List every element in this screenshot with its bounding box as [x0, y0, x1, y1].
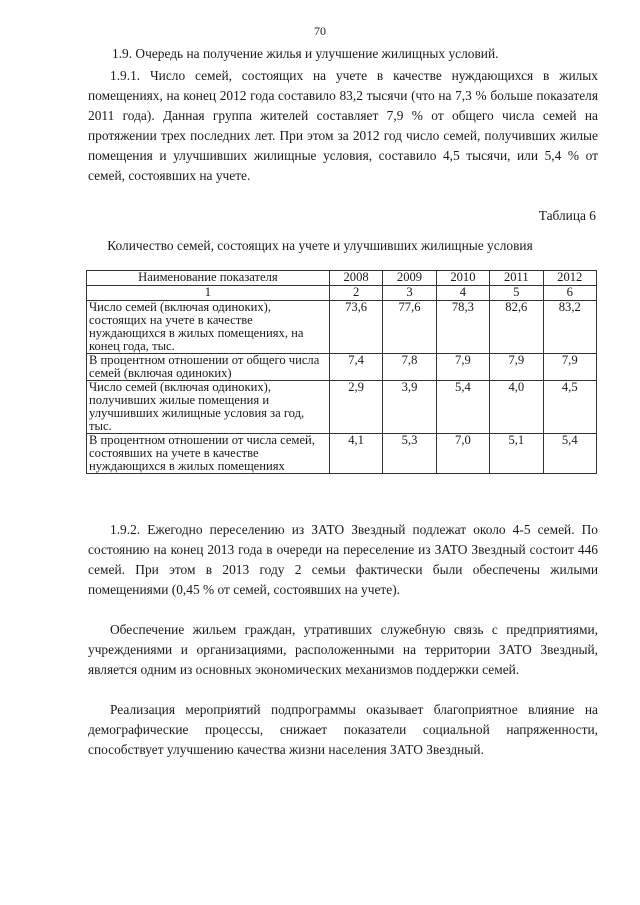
- row-value: 4,0: [490, 381, 543, 434]
- row-value: 7,9: [490, 354, 543, 381]
- row-value: 73,6: [329, 301, 382, 354]
- index-cell: 3: [383, 286, 436, 301]
- table-header-row: [87, 271, 597, 286]
- table-row: [87, 381, 597, 434]
- families-table: [86, 270, 597, 474]
- table-row: [87, 354, 597, 381]
- paragraph-1-block: [88, 66, 598, 186]
- row-value: 78,3: [436, 301, 489, 354]
- row-value: 4,1: [329, 434, 382, 474]
- table-number: Таблица 6: [538, 208, 596, 223]
- row-value: 7,8: [383, 354, 436, 381]
- paragraph-4: Реализация мероприятий подпрограммы оказывает благоприятное влияние на демографические процессы, снижает показатели социальной напряженности, способствует улучшению качества жизни населения ЗАТО Звездный.: [88, 702, 598, 757]
- paragraph-4-block: [88, 700, 598, 760]
- row-label: Число семей (включая одиноких), получивших жилые помещения и улучшивших жилищные условия за год, тыс.: [87, 381, 330, 434]
- row-label: Число семей (включая одиноких), состоящих на учете в качестве нуждающихся в жилых помещениях, на конец года, тыс.: [87, 301, 330, 354]
- paragraph-1: 1.9.1. Число семей, состоящих на учете в качестве нуждающихся в жилых помещениях, на конец 2012 года составило 83,2 тысячи (что на 7,3 % больше показателя 2011 года). Данная группа жителей составляет 7,9 % от общего числа семей на протяжении трех последних лет. При этом за 2012 год число семей, получивших жилые помещения и улучшивших жилищные условия, составило 4,5 тысячи, или 5,4 % от семей, состоявших на учете.: [88, 68, 598, 183]
- row-value: 5,3: [383, 434, 436, 474]
- paragraph-2: 1.9.2. Ежегодно переселению из ЗАТО Звездный подлежат около 4-5 семей. По состоянию на конец 2013 года в очереди на переселение из ЗАТО Звездный состоит 446 семей. При этом в 2013 году 2 семьи фактически были обеспечены жилыми помещениями (0,45 % от семей, состоявших на учете).: [88, 522, 598, 597]
- header-year-2012: 2012: [543, 271, 596, 286]
- section-heading: 1.9. Очередь на получение жилья и улучшение жилищных условий.: [112, 46, 499, 61]
- row-label: В процентном отношении от числа семей, состоявших на учете в качестве нуждающихся в жилых помещениях: [87, 434, 330, 474]
- row-value: 77,6: [383, 301, 436, 354]
- row-value: 4,5: [543, 381, 596, 434]
- row-value: 7,4: [329, 354, 382, 381]
- row-value: 7,9: [436, 354, 489, 381]
- header-year-2008: 2008: [329, 271, 382, 286]
- row-value: 5,4: [543, 434, 596, 474]
- row-value: 3,9: [383, 381, 436, 434]
- row-value: 2,9: [329, 381, 382, 434]
- index-cell: 2: [329, 286, 382, 301]
- row-value: 5,1: [490, 434, 543, 474]
- index-cell: 1: [87, 286, 330, 301]
- row-value: 82,6: [490, 301, 543, 354]
- header-year-2009: 2009: [383, 271, 436, 286]
- row-value: 7,9: [543, 354, 596, 381]
- paragraph-2-block: [88, 520, 598, 600]
- index-cell: 5: [490, 286, 543, 301]
- table-title: Количество семей, состоящих на учете и улучшивших жилищные условия: [107, 238, 533, 253]
- row-value: 83,2: [543, 301, 596, 354]
- table-row: [87, 434, 597, 474]
- paragraph-3: Обеспечение жильем граждан, утративших служебную связь с предприятиями, учреждениями и организациями, расположенными на территории ЗАТО Звездный, является одним из основных экономических механизмов поддержки семей.: [88, 622, 598, 677]
- header-year-2011: 2011: [490, 271, 543, 286]
- header-year-2010: 2010: [436, 271, 489, 286]
- row-value: 5,4: [436, 381, 489, 434]
- header-indicator-name: Наименование показателя: [87, 271, 330, 286]
- page-number: 70: [314, 24, 326, 38]
- row-value: 7,0: [436, 434, 489, 474]
- index-cell: 6: [543, 286, 596, 301]
- table-row: [87, 301, 597, 354]
- index-cell: 4: [436, 286, 489, 301]
- table-index-row: [87, 286, 597, 301]
- paragraph-3-block: [88, 620, 598, 680]
- row-label: В процентном отношении от общего числа семей (включая одиноких): [87, 354, 330, 381]
